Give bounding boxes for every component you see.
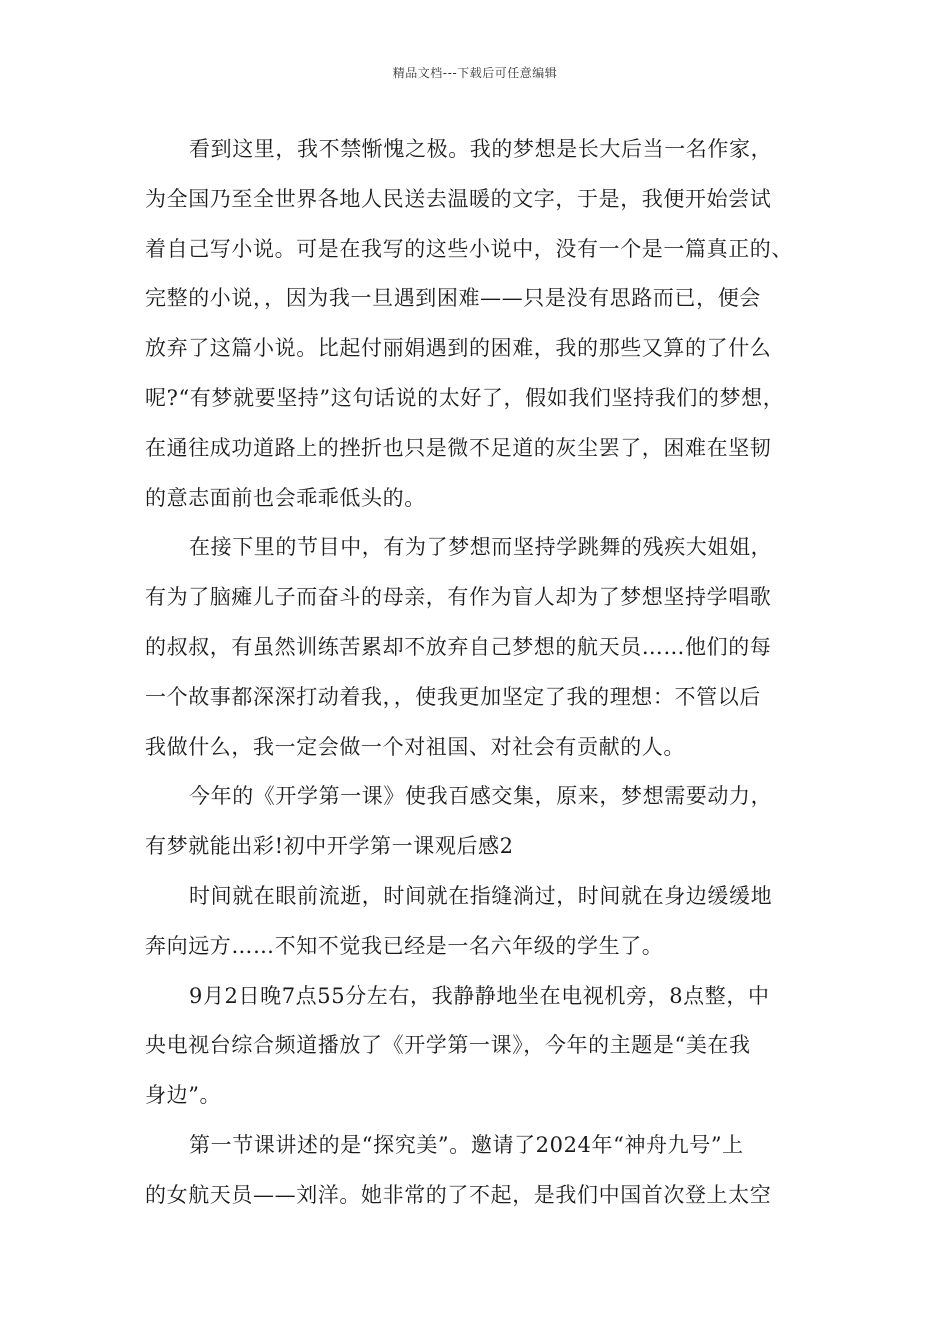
text-line: 央电视台综合频道播放了《开学第一课》，今年的主题是“美在我	[145, 1033, 751, 1058]
text-line: 有梦就能出彩!初中开学第一课观后感2	[145, 834, 514, 859]
text-line: 在接下里的节目中，有为了梦想而坚持学跳舞的残疾大姐姐，	[189, 535, 773, 560]
text-line: 看到这里，我不禁惭愧之极。我的梦想是长大后当一名作家，	[189, 137, 773, 161]
text-line: 身边”。	[145, 1083, 222, 1108]
text-line: 的叔叔，有虽然训练苦累却不放弃自己梦想的航天员……他们的每	[145, 634, 772, 659]
text-line: 的意志面前也会乖乖低头的。	[145, 485, 426, 510]
text-line: 我做什么，我一定会做一个对祖国、对社会有贡献的人。	[145, 734, 685, 759]
text-line: 有为了脑瘫儿子而奋斗的母亲，有作为盲人却为了梦想坚持学唱歌	[145, 585, 772, 610]
text-line: 放弃了这篇小说。比起付丽娟遇到的困难，我的那些又算的了什么	[145, 336, 772, 361]
text-line: 完整的小说，，因为我一旦遇到困难——只是没有思路而已，便会	[145, 286, 761, 311]
text-line: 时间就在眼前流逝，时间就在指缝淌过，时间就在身边缓缓地	[189, 883, 773, 908]
text-line: 呢?“有梦就要坚持”这句话说的太好了，假如我们坚持我们的梦想，	[145, 385, 785, 410]
page-header: 精品文档---下载后可任意编辑	[392, 66, 558, 80]
text-line: 为全国乃至全世界各地人民送去温暖的文字，于是，我便开始尝试	[145, 186, 772, 211]
text-line: 奔向远方……不知不觉我已经是一名六年级的学生了。	[145, 933, 664, 958]
text-line: 一个故事都深深打动着我，，使我更加坚定了我的理想：不管以后	[145, 684, 761, 709]
text-line: 在通往成功道路上的挫折也只是微不足道的灰尘罢了，困难在坚韧	[145, 435, 772, 460]
text-line: 第一节课讲述的是“探究美”。邀请了2024年“神舟九号”上	[189, 1132, 744, 1157]
document-body	[145, 125, 825, 1221]
text-line: 着自己写小说。可是在我写的这些小说中，没有一个是一篇真正的、	[145, 236, 793, 261]
text-line: 今年的《开学第一课》使我百感交集，原来，梦想需要动力，	[189, 784, 773, 809]
text-line: 的女航天员——刘洋。她非常的了不起，是我们中国首次登上太空	[145, 1182, 772, 1207]
text-line: 9月2日晚7点55分左右，我静静地坐在电视机旁，8点整，中	[189, 983, 770, 1008]
